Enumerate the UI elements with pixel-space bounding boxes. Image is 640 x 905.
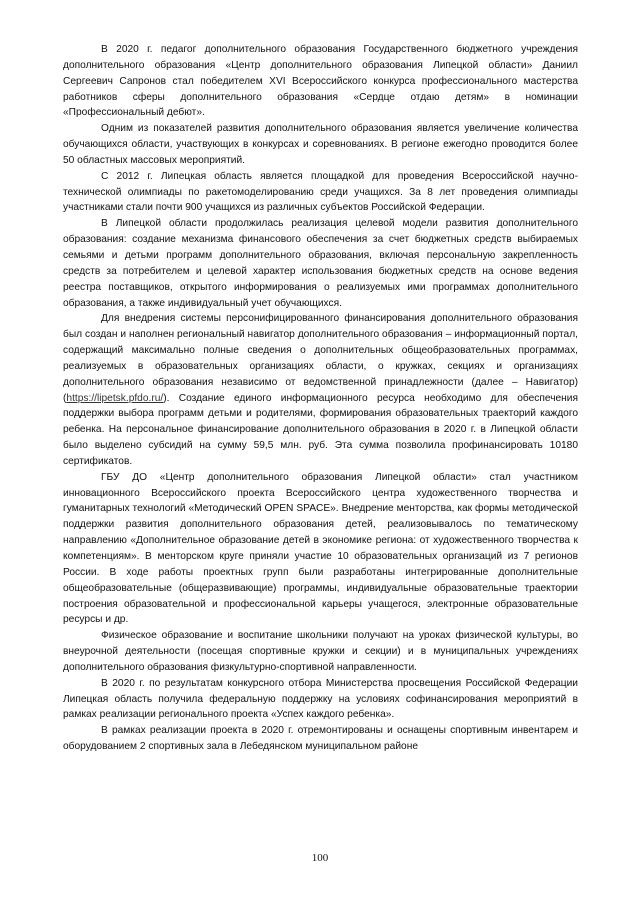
paragraph: Одним из показателей развития дополнительного образования является увеличение количества обучающихся области, участвующих в конкурсах и соревнованиях. В регионе ежегодно проводится более 50 областных массовых мероприятий. bbox=[63, 123, 578, 166]
page-number: 100 bbox=[311, 852, 329, 864]
body-text bbox=[63, 42, 578, 755]
paragraph: В 2020 г. педагог дополнительного образования Государственного бюджетного учреждения дополнительного образования «Центр дополнительного образования Липецкой области» Даниил Сергеевич Сапронов стал победителем XVI Всероссийского конкурса профессионального мастерства работников сферы дополнительного образования «Сердце отдаю детям» в номинации «Профессиональный дебют». bbox=[63, 44, 578, 119]
paragraph-text: Для внедрения системы персонифицированного финансирования дополнительного образования был создан и наполнен региональный навигатор дополнительного образования – информационный портал, содержащий максимально полные сведения о дополнительных общеобразовательных программах, реализуемых в образовательных организациях области, о кружках, секциях и организациях дополнительного образования независимо от ведомственной принадлежности (далее – Навигатор) ( bbox=[63, 313, 578, 404]
paragraph-text: ). Создание единого информационного ресурса необходимо для обеспечения поддержки выбора программ детьми и родителями, формирования образовательных траекторий каждого ребенка. На персональное финансирование дополнительного образования в 2020 г. в Липецкой области было выделено субсидий на сумму 59,5 млн. руб. Эта сумма позволила профинансировать 10180 сертификатов. bbox=[63, 392, 578, 467]
paragraph: В рамках реализации проекта в 2020 г. отремонтированы и оснащены спортивным инвентарем и оборудованием 2 спортивных зала в Лебедянском муниципальном районе bbox=[63, 725, 578, 753]
paragraph: ГБУ ДО «Центр дополнительного образования Липецкой области» стал участником инновационного Всероссийского проекта Всероссийского центра художественного творчества и гуманитарных технологий «Методический OPEN SPACE». Внедрение менторства, как формы методической поддержки развития дополнительного образования детей, реализовывалось по тематическому направлению «Дополнительное образование детей в экономике региона: от художественного творчества к компетенциям». В менторском круге приняли участие 10 образовательных организаций из 7 регионов России. В ходе работы проектных групп были разработаны интегрированные дополнительные общеобразовательные (общеразвивающие) программы, индивидуальные образовательные траектории построения образовательной и профессиональной карьеры учащегося, электронные образовательные ресурсы и др. bbox=[63, 471, 578, 626]
navigator-link[interactable]: https://lipetsk.pfdo.ru/ bbox=[66, 392, 164, 404]
paragraph: В Липецкой области продолжилась реализация целевой модели развития дополнительного образования: создание механизма финансового обеспечения за счет бюджетных средств выбираемых семьями и детьми программ дополнительного образования, включая персональную закрепленность средств за потребителем и целевой характер использования бюджетных средств на основе ведения реестра поставщиков, открытого информирования о реализуемых ими программах дополнительного образования, а также индивидуальный учет обучающихся. bbox=[63, 218, 578, 309]
paragraph: С 2012 г. Липецкая область является площадкой для проведения Всероссийской научно-технической олимпиады по ракетомоделированию среди учащихся. За 8 лет проведения олимпиады участниками стали почти 900 учащихся из различных субъектов Российской Федерации. bbox=[63, 170, 578, 214]
paragraph: Физическое образование и воспитание школьники получают на уроках физической культуры, во внеурочной деятельности (посещая спортивные кружки и секции) и в муниципальных учреждениях дополнительного образования физкультурно-спортивной направленности. bbox=[63, 630, 578, 673]
paragraph bbox=[63, 311, 578, 469]
paragraph: В 2020 г. по результатам конкурсного отбора Министерства просвещения Российской Федерации Липецкая область получила федеральную поддержку на условиях софинансирования мероприятий в рамках реализации регионального проекта «Успех каждого ребенка». bbox=[63, 677, 578, 721]
